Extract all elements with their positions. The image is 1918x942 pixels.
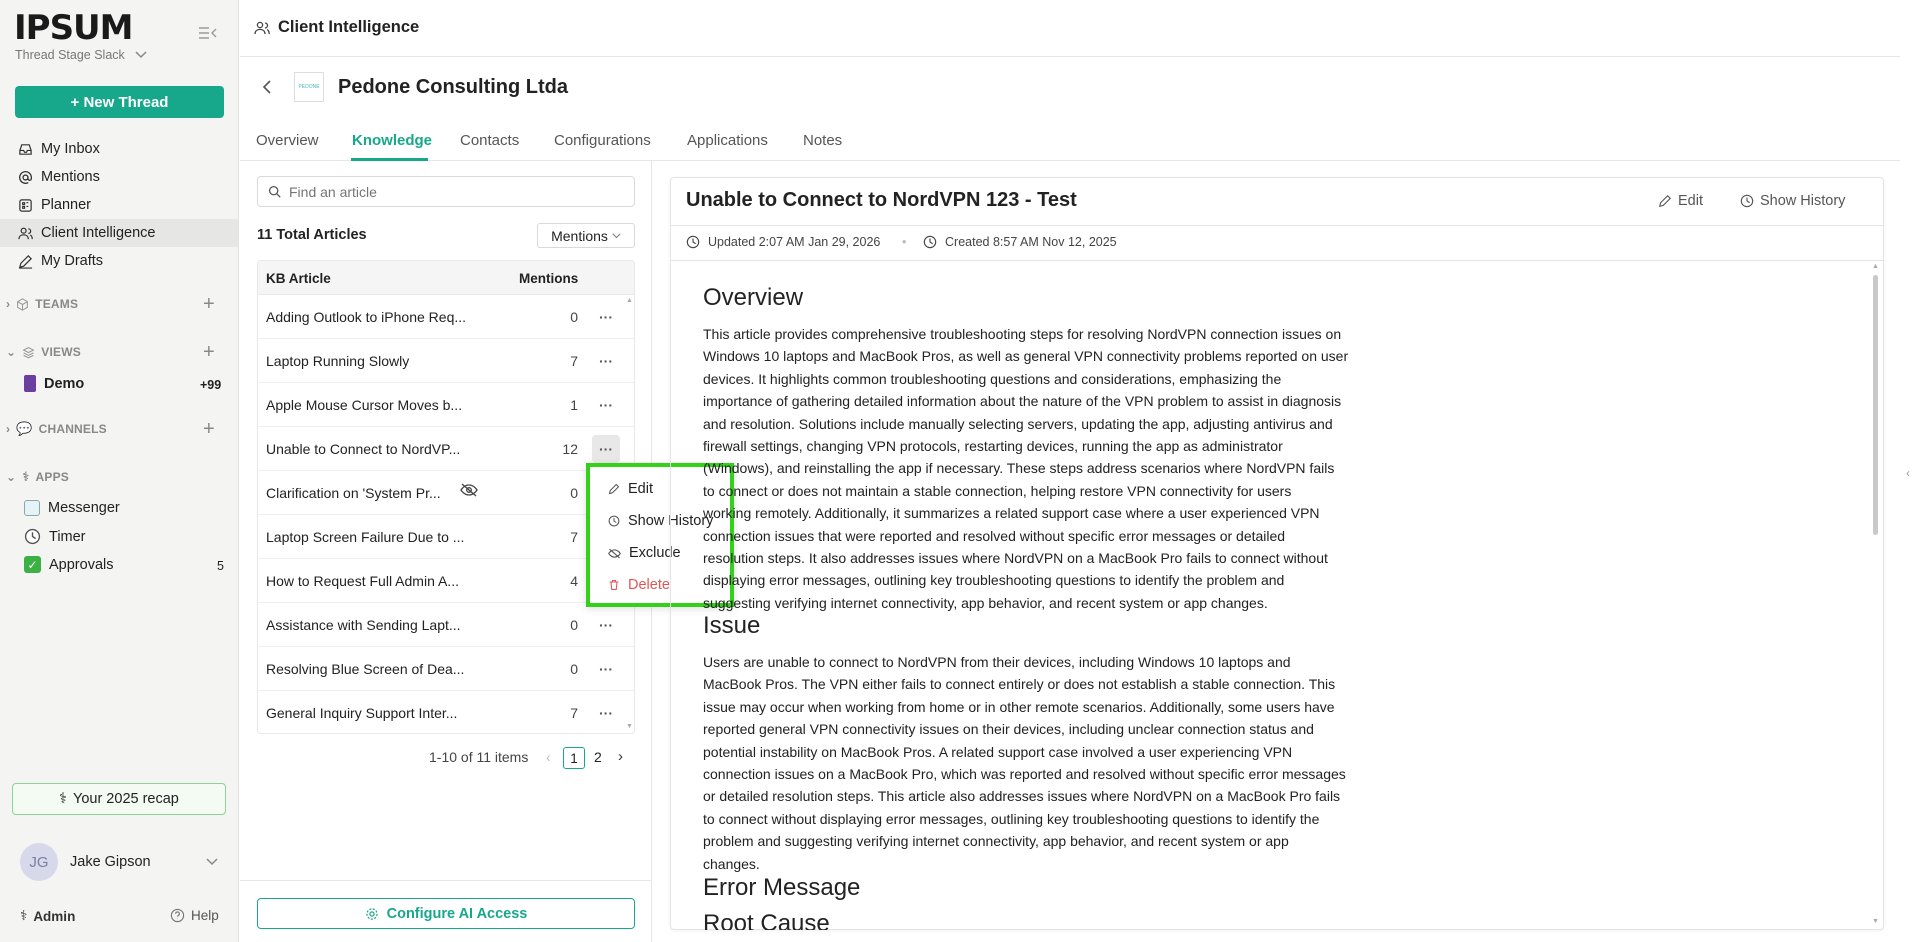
- client-logo: [294, 72, 324, 102]
- paragraph-line: to connect without displaying error messages, outlining key troubleshooting questions to identify the: [703, 810, 1320, 827]
- paragraph-line: suggesting verifying internet connectivity, app behavior, and recent system or app changes.: [703, 594, 1268, 611]
- paragraph-line: working remotely. Additionally, it summarizes a related support case where a user experienced VPN: [703, 505, 1320, 522]
- issue-paragraph: [703, 651, 1393, 875]
- paragraph-line: to connect or does not maintain a stable connection, helping restore VPN connectivity for users: [703, 482, 1292, 499]
- view-demo[interactable]: [24, 375, 84, 392]
- sidebar: [0, 0, 239, 942]
- heading-root-cause: Root Cause: [703, 910, 830, 930]
- book-icon: [24, 375, 36, 392]
- paragraph-line: issue may occur when working from home or in other remote scenarios. Additionally, some users have: [703, 698, 1335, 715]
- chevron-right-icon: ›: [6, 297, 11, 311]
- app-label: Messenger: [48, 500, 120, 516]
- table-row[interactable]: [258, 427, 635, 471]
- paragraph-line: problem and suggesting verifying internet connectivity, app behavior, and recent system or app: [703, 833, 1289, 850]
- history-label: Show History: [1760, 193, 1846, 209]
- app-approvals[interactable]: [24, 556, 113, 573]
- nav-my-drafts[interactable]: [0, 247, 238, 275]
- paragraph-line: and resolution. Solutions include manually selecting servers, updating the app, adjusting antivirus and: [703, 415, 1333, 432]
- add-team-button[interactable]: +: [203, 293, 215, 315]
- paragraph-line: Users are unable to connect to NordVPN from their devices, including Windows 10 laptops and: [703, 654, 1291, 670]
- paragraph-line: or detailed resolution steps. This article also addresses issues where NordVPN on a MacBook Pro fails: [703, 788, 1341, 805]
- app-label: Approvals: [49, 556, 114, 573]
- nav-label: Mentions: [41, 169, 100, 185]
- search-input[interactable]: [289, 184, 609, 200]
- panel-footer-divider: [240, 880, 651, 881]
- section-label: VIEWS: [41, 345, 81, 359]
- more-options-icon[interactable]: ···: [599, 617, 613, 633]
- paragraph-line: resolution steps. It also addresses issues where NordVPN on a MacBook Pro fails to connect without: [703, 550, 1328, 567]
- table-row[interactable]: [258, 647, 635, 691]
- collapse-sidebar-icon[interactable]: [198, 26, 218, 40]
- gear-icon: [365, 907, 379, 921]
- table-header: [258, 261, 635, 295]
- client-name: Pedone Consulting Ltda: [338, 75, 568, 98]
- nav-planner[interactable]: [0, 191, 238, 219]
- paragraph-line: devices. It highlights common troubleshooting questions and considerations, emphasizing the: [703, 370, 1282, 387]
- more-options-icon[interactable]: ···: [599, 353, 613, 369]
- mention-count: 0: [570, 617, 578, 633]
- layers-icon: [22, 346, 35, 359]
- article-edit-button[interactable]: [1658, 193, 1703, 209]
- nav-label: Client Intelligence: [41, 225, 156, 241]
- scroll-down-arrow[interactable]: ▼: [626, 723, 633, 730]
- table-row[interactable]: [258, 515, 635, 559]
- client-header: [262, 72, 568, 102]
- history-icon: [1740, 194, 1754, 208]
- active-tab-indicator: [351, 158, 428, 161]
- nav-label: Planner: [41, 197, 91, 213]
- section-apps[interactable]: [6, 469, 69, 485]
- nav-label: My Drafts: [41, 253, 104, 269]
- scroll-up-arrow[interactable]: ▲: [1872, 263, 1879, 270]
- paragraph-line: firewall settings, changing VPN protocols, restarting devices, running the app as administrator: [703, 438, 1283, 455]
- more-options-icon[interactable]: ···: [599, 397, 613, 413]
- section-views[interactable]: [6, 345, 81, 359]
- article-name: Laptop Screen Failure Due to ...: [266, 529, 465, 545]
- search-icon: [268, 185, 281, 198]
- article-name: Unable to Connect to NordVP...: [266, 441, 461, 457]
- users-icon: [18, 226, 33, 241]
- mention-count: 0: [570, 485, 578, 501]
- section-label: APPS: [35, 470, 69, 484]
- article-name: Resolving Blue Screen of Dea...: [266, 661, 465, 677]
- menu-label: Delete: [628, 577, 670, 593]
- paragraph-line: importance of gathering detailed information about the nature of the VPN problem to assist in diagnosis: [703, 393, 1342, 410]
- app-label: Timer: [49, 528, 86, 545]
- paragraph-line: connection issues that were reported and resolved without specific error messages or detailed: [703, 527, 1286, 544]
- app-timer[interactable]: [24, 528, 86, 545]
- heading-overview: Overview: [703, 284, 804, 311]
- eye-off-icon: [608, 548, 621, 559]
- admin-label: Admin: [33, 908, 76, 924]
- tab-notes[interactable]: Notes: [803, 132, 843, 149]
- nav-my-inbox[interactable]: [0, 135, 238, 163]
- chevron-down-icon[interactable]: [206, 858, 218, 866]
- article-name: Assistance with Sending Lapt...: [266, 617, 461, 633]
- section-label: CHANNELS: [38, 422, 107, 436]
- article-title: Unable to Connect to NordVPN 123 - Test: [686, 189, 1077, 211]
- paragraph-line: This article provides comprehensive troubleshooting steps for resolving NordVPN connection issues on: [703, 326, 1342, 342]
- created-text: Created 8:57 AM Nov 12, 2025: [945, 235, 1117, 249]
- users-icon: [254, 20, 270, 36]
- help-label: Help: [191, 908, 219, 923]
- more-options-icon[interactable]: ···: [592, 435, 620, 463]
- admin-icon: ⚕: [20, 908, 28, 923]
- apps-icon: ⚕: [22, 469, 30, 484]
- paragraph-line: MacBook Pros. The VPN either fails to connect entirely or does not establish a stable connection. This: [703, 676, 1336, 693]
- top-bar: [240, 0, 1900, 57]
- page-1-button[interactable]: 1: [563, 747, 585, 769]
- workspace-name: Thread Stage Slack: [15, 48, 125, 62]
- page-title: [254, 18, 419, 37]
- user-name: Jake Gipson: [70, 854, 151, 870]
- page-title-text: Client Intelligence: [278, 18, 420, 36]
- tab-applications[interactable]: Applications: [687, 132, 768, 149]
- approvals-count-badge: 5: [217, 559, 224, 573]
- help-link[interactable]: [170, 908, 219, 923]
- configure-ai-access-button[interactable]: [257, 898, 635, 929]
- section-teams[interactable]: [6, 297, 78, 311]
- chevron-down-icon: [135, 51, 147, 59]
- paragraph-line: displaying error messages, outlining key troubleshooting questions to identify the problem and: [703, 572, 1285, 589]
- trash-icon: [608, 579, 620, 591]
- table-row[interactable]: [258, 339, 635, 383]
- inbox-icon: [18, 142, 33, 157]
- menu-label: Show History: [628, 513, 714, 529]
- more-options-icon[interactable]: ···: [599, 309, 613, 325]
- more-options-icon[interactable]: ···: [599, 705, 613, 721]
- app-logo: IPSUM: [14, 8, 133, 48]
- user-menu[interactable]: [20, 843, 151, 881]
- at-icon: [18, 170, 33, 185]
- nav-client-intelligence[interactable]: [0, 219, 238, 247]
- clock-icon: [686, 235, 700, 249]
- article-name: Apple Mouse Cursor Moves b...: [266, 397, 463, 413]
- clock-icon: [923, 235, 937, 249]
- new-thread-button[interactable]: + New Thread: [15, 86, 224, 118]
- mention-count: 0: [570, 309, 578, 325]
- updated-timestamp: [686, 235, 880, 249]
- help-icon: [170, 908, 185, 923]
- article-show-history-button[interactable]: [1740, 193, 1845, 209]
- article-name: Clarification on 'System Pr...: [266, 485, 441, 501]
- paragraph-line: reported general VPN connectivity issues on their devices, including unclear connection status and: [703, 721, 1314, 738]
- article-name: How to Request Full Admin A...: [266, 573, 459, 589]
- paragraph-line: changes.: [703, 855, 760, 872]
- article-name: General Inquiry Support Inter...: [266, 705, 458, 721]
- article-search[interactable]: [257, 176, 635, 207]
- created-timestamp: [923, 235, 1117, 249]
- article-name: Adding Outlook to iPhone Req...: [266, 309, 467, 325]
- recap-button[interactable]: [12, 783, 226, 815]
- workspace-selector[interactable]: [15, 48, 147, 62]
- mention-count: 7: [570, 705, 578, 721]
- sort-dropdown[interactable]: [537, 223, 635, 248]
- mention-count: 4: [570, 573, 578, 589]
- article-name: Laptop Running Slowly: [266, 353, 410, 369]
- app-messenger[interactable]: [24, 500, 120, 516]
- scroll-down-arrow[interactable]: ▼: [1872, 918, 1879, 925]
- table-row[interactable]: [258, 603, 635, 647]
- overview-paragraph: [703, 323, 1393, 614]
- kb-table: [257, 260, 635, 734]
- planner-icon: [18, 198, 33, 213]
- column-mentions[interactable]: Mentions: [519, 271, 579, 286]
- table-row[interactable]: [258, 383, 635, 427]
- chevron-down-icon: ⌄: [6, 345, 17, 359]
- pen-icon: [18, 254, 33, 269]
- eye-off-icon: [460, 483, 478, 497]
- add-channel-button[interactable]: +: [203, 418, 215, 440]
- divider: [671, 225, 1883, 226]
- chevron-right-icon: ›: [6, 422, 11, 436]
- mention-count: 1: [570, 397, 578, 413]
- nav-mentions[interactable]: [0, 163, 238, 191]
- view-label: Demo: [44, 375, 85, 392]
- chevron-down-icon: ⌄: [6, 470, 17, 484]
- page-2-button[interactable]: 2: [594, 749, 602, 765]
- sort-value: Mentions: [551, 227, 608, 244]
- section-label: TEAMS: [35, 297, 79, 311]
- menu-edit[interactable]: [608, 481, 653, 497]
- paragraph-line: Windows 10 laptops and MacBook Pros, as well as general VPN connectivity problems reported on user: [703, 348, 1349, 365]
- recap-icon: ⚕: [59, 791, 67, 807]
- messenger-icon: [24, 500, 40, 516]
- scroll-up-arrow[interactable]: ▲: [626, 297, 633, 304]
- add-view-button[interactable]: +: [203, 341, 215, 363]
- updated-text: Updated 2:07 AM Jan 29, 2026: [708, 235, 881, 249]
- tab-overview[interactable]: Overview: [256, 132, 319, 149]
- heading-error-message: Error Message: [703, 874, 861, 901]
- tab-contacts[interactable]: Contacts: [460, 132, 520, 149]
- admin-link[interactable]: [20, 908, 75, 924]
- divider: [671, 260, 1883, 261]
- history-icon: [608, 515, 620, 527]
- avatar: JG: [20, 843, 58, 881]
- chevron-down-icon: [612, 233, 621, 239]
- pagination-summary: 1-10 of 11 items: [429, 749, 529, 765]
- mention-count: 7: [570, 529, 578, 545]
- meta-separator: •: [902, 235, 907, 249]
- prev-page-button[interactable]: ‹: [546, 749, 551, 765]
- clock-icon: [24, 528, 41, 545]
- configure-label: Configure AI Access: [386, 905, 528, 922]
- paragraph-line: connection issues on a MacBook Pro, which was reported and resolved without specific error messages: [703, 766, 1346, 783]
- paragraph-line: potential instability on MacBook Pros. A related support case involved a user experiencing VPN: [703, 743, 1293, 760]
- tab-configurations[interactable]: Configurations: [554, 132, 651, 149]
- more-options-icon[interactable]: ···: [599, 661, 613, 677]
- next-page-button[interactable]: ›: [618, 748, 623, 765]
- nav-label: My Inbox: [41, 141, 100, 157]
- check-icon: ✓: [24, 556, 41, 573]
- cube-icon: [16, 298, 29, 311]
- tab-knowledge[interactable]: Knowledge: [352, 132, 433, 149]
- heading-issue: Issue: [703, 612, 761, 639]
- section-channels[interactable]: [6, 421, 107, 437]
- column-kb-article[interactable]: KB Article: [266, 271, 331, 286]
- chat-bubble-icon: 💬: [16, 421, 33, 436]
- menu-delete[interactable]: [608, 577, 670, 593]
- menu-label: Exclude: [629, 545, 681, 561]
- menu-label: Edit: [628, 481, 653, 497]
- mention-count: 0: [570, 661, 578, 677]
- expand-panel-icon[interactable]: ‹: [1906, 466, 1910, 480]
- edit-label: Edit: [1678, 193, 1703, 209]
- table-row[interactable]: [258, 559, 635, 603]
- table-row[interactable]: [258, 295, 635, 339]
- article-scrollbar[interactable]: [1873, 275, 1878, 535]
- mention-count: 7: [570, 353, 578, 369]
- pen-icon: [608, 483, 620, 495]
- table-row[interactable]: [258, 471, 635, 515]
- pen-icon: [1658, 194, 1672, 208]
- table-row[interactable]: [258, 691, 635, 734]
- client-logo-text: PEDONE: [298, 84, 320, 90]
- total-articles: 11 Total Articles: [257, 227, 367, 243]
- recap-label: Your 2025 recap: [72, 791, 179, 807]
- back-arrow-icon[interactable]: [262, 79, 272, 95]
- paragraph-line: (Windows), and reinstalling the app if necessary. These steps address scenarios where NordVPN fails: [703, 460, 1335, 477]
- mention-count: 12: [562, 441, 578, 457]
- view-count-badge: +99: [200, 378, 222, 392]
